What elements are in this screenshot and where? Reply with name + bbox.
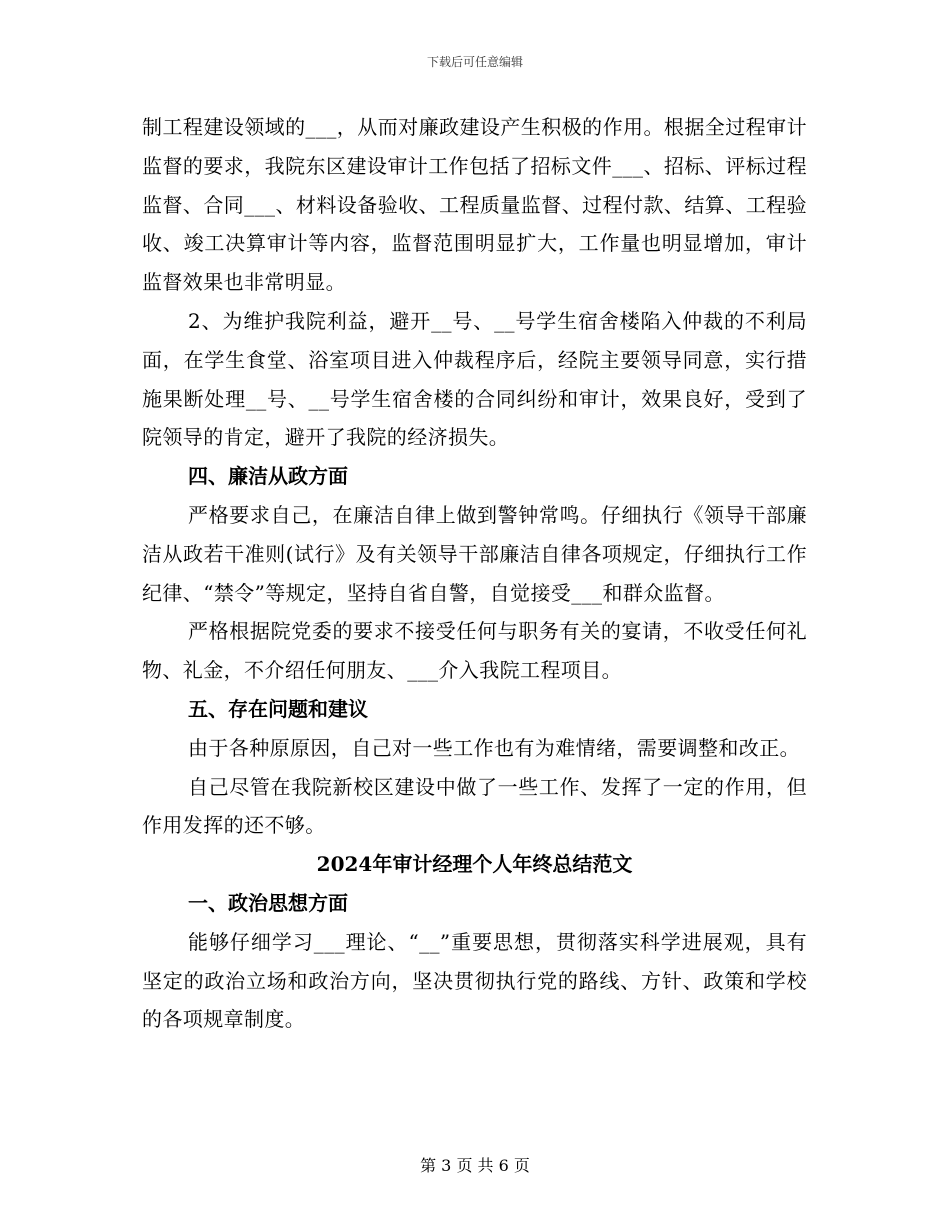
page-number: 第 3 页 共 6 页 xyxy=(420,1156,530,1175)
section-heading-integrity: 四、廉洁从政方面 xyxy=(188,464,348,489)
document-title: 2024年审计经理个人年终总结范文 xyxy=(316,852,633,877)
paragraph-integrity-rules: 严格要求自己，在廉洁自律上做到警钟常鸣。仔细执行《领导干部廉洁从政若干准则(试行》及有关领导干部廉洁自律各项规定，仔细执行工作纪律、“禁令”等规定，坚持自省自警，自觉接受___和群众监督。 xyxy=(142,502,807,605)
section-heading-political: 一、政治思想方面 xyxy=(188,890,348,915)
page-header-note: 下载后可任意编辑 xyxy=(426,55,523,69)
section-heading-problems: 五、存在问题和建议 xyxy=(188,696,368,721)
paragraph-political-study: 能够仔细学习___理论、“__”重要思想，贯彻落实科学进展观，具有坚定的政治立场和政治方向，坚决贯彻执行党的路线、方针、政策和学校的各项规章制度。 xyxy=(142,929,807,1032)
paragraph-insufficient: 自己尽管在我院新校区建设中做了一些工作、发挥了一定的作用，但作用发挥的还不够。 xyxy=(142,774,807,838)
paragraph-no-banquets: 严格根据院党委的要求不接受任何与职务有关的宴请，不收受任何礼物、礼金，不介绍任何朋友、___介入我院工程项目。 xyxy=(142,619,807,683)
document-body xyxy=(142,108,807,1039)
paragraph-dormitory-dispute: 2、为维护我院利益，避开__号、__号学生宿舍楼陷入仲裁的不利局面，在学生食堂、浴室项目进入仲裁程序后，经院主要领导同意，实行措施果断处理__号、__号学生宿舍楼的合同纠纷和审计，效果良好，受到了院领导的肯定，避开了我院的经济损失。 xyxy=(142,308,807,450)
paragraph-difficulties: 由于各种原原因，自己对一些工作也有为难情绪，需要调整和改正。 xyxy=(188,735,800,760)
paragraph-audit-scope: 制工程建设领域的___，从而对廉政建设产生积极的作用。根据全过程审计监督的要求，我院东区建设审计工作包括了招标文件___、招标、评标过程监督、合同___、材料设备验收、工程质量监督、过程付款、结算、工程验收、竣工决算审计等内容，监督范围明显扩大，工作量也明显增加，审计监督效果也非常明显。 xyxy=(142,115,807,295)
